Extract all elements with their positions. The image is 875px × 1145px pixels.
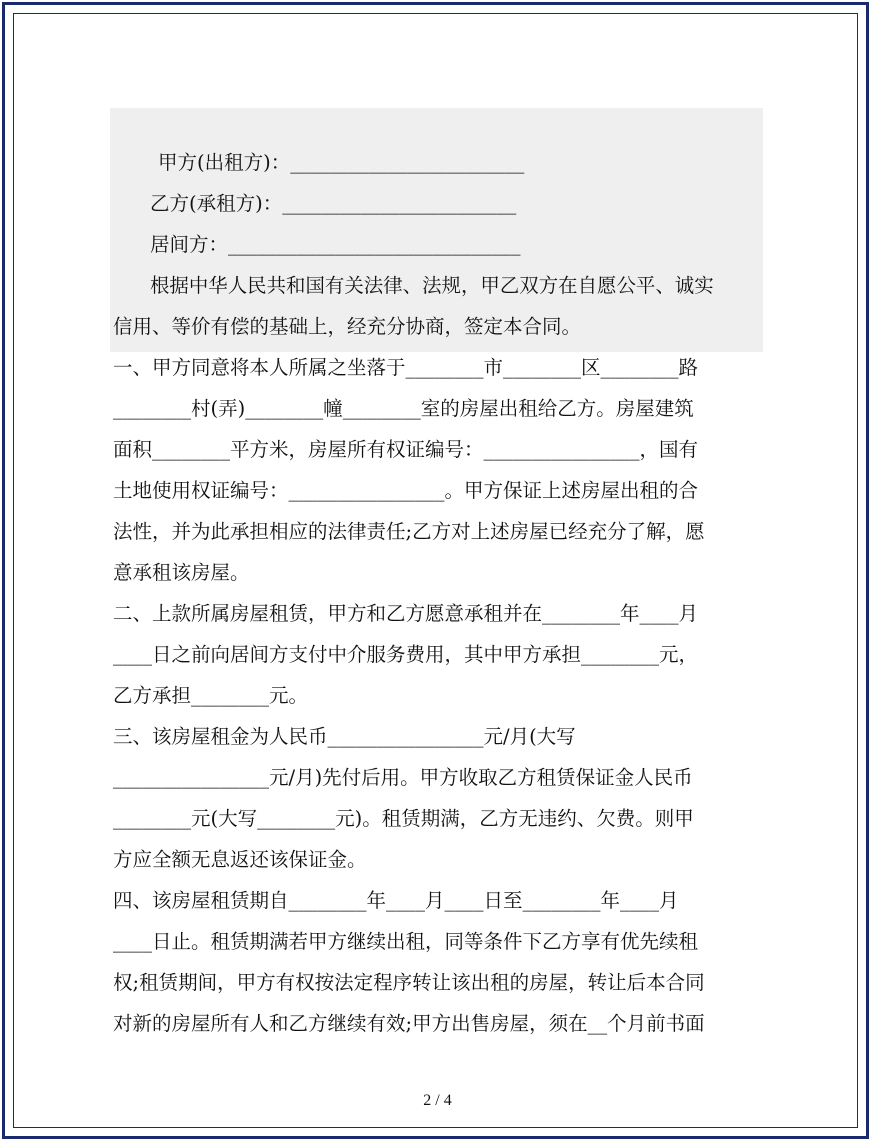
page-number: 2 / 4 bbox=[423, 1092, 452, 1109]
preamble-line-1: 根据中华人民共和国有关法律、法规，甲乙双方在自愿公平、诚实 bbox=[150, 274, 714, 297]
clause-4-line-4: 对新的房屋所有人和乙方继续有效;甲方出售房屋，须在__个月前书面 bbox=[113, 1012, 705, 1035]
clause-3-line-2: ________________元/月)先付后用。甲方收取乙方租赁保证金人民币 bbox=[113, 766, 693, 789]
clause-1-line-3: 面积________平方米，房屋所有权证编号：________________，国有 bbox=[113, 438, 699, 461]
clause-3-line-3: ________元(大写________元)。租赁期满，乙方无违约、欠费。则甲 bbox=[113, 807, 694, 830]
clause-4-line-1: 四、该房屋租赁期自________年____月____日至________年____月 bbox=[113, 889, 679, 912]
party-b-line: 乙方(承租方)：________________________ bbox=[150, 192, 517, 215]
clause-2-line-2: ____日之前向居间方支付中介服务费用，其中甲方承担________元， bbox=[113, 643, 699, 666]
party-a-line: 甲方(出租方)：________________________ bbox=[158, 151, 525, 174]
clause-4-line-2: ____日止。租赁期满若甲方继续出租，同等条件下乙方享有优先续租 bbox=[113, 930, 699, 953]
intermediary-line: 居间方：______________________________ bbox=[150, 233, 521, 256]
clause-2-line-3: 乙方承担________元。 bbox=[113, 684, 309, 707]
clause-1-line-6: 意承租该房屋。 bbox=[113, 561, 250, 584]
clause-3-line-4: 方应全额无息返还该保证金。 bbox=[113, 848, 367, 871]
clause-3-line-1: 三、该房屋租金为人民币________________元/月(大写 bbox=[113, 725, 576, 748]
clause-1-line-2: ________村(弄)________幢________室的房屋出租给乙方。房屋建筑 bbox=[113, 397, 694, 420]
clause-1-line-1: 一、甲方同意将本人所属之坐落于________市________区________路 bbox=[113, 356, 699, 379]
clause-1-line-4: 土地使用权证编号：________________。甲方保证上述房屋出租的合 bbox=[113, 479, 699, 502]
preamble-line-2: 信用、等价有偿的基础上，经充分协商，签定本合同。 bbox=[113, 315, 582, 338]
clause-4-line-3: 权;租赁期间，甲方有权按法定程序转让该出租的房屋，转让后本合同 bbox=[113, 971, 705, 994]
clause-1-line-5: 法性，并为此承担相应的法律责任;乙方对上述房屋已经充分了解，愿 bbox=[113, 520, 705, 543]
clause-2-line-1: 二、上款所属房屋租赁，甲方和乙方愿意承租并在________年____月 bbox=[113, 602, 699, 625]
